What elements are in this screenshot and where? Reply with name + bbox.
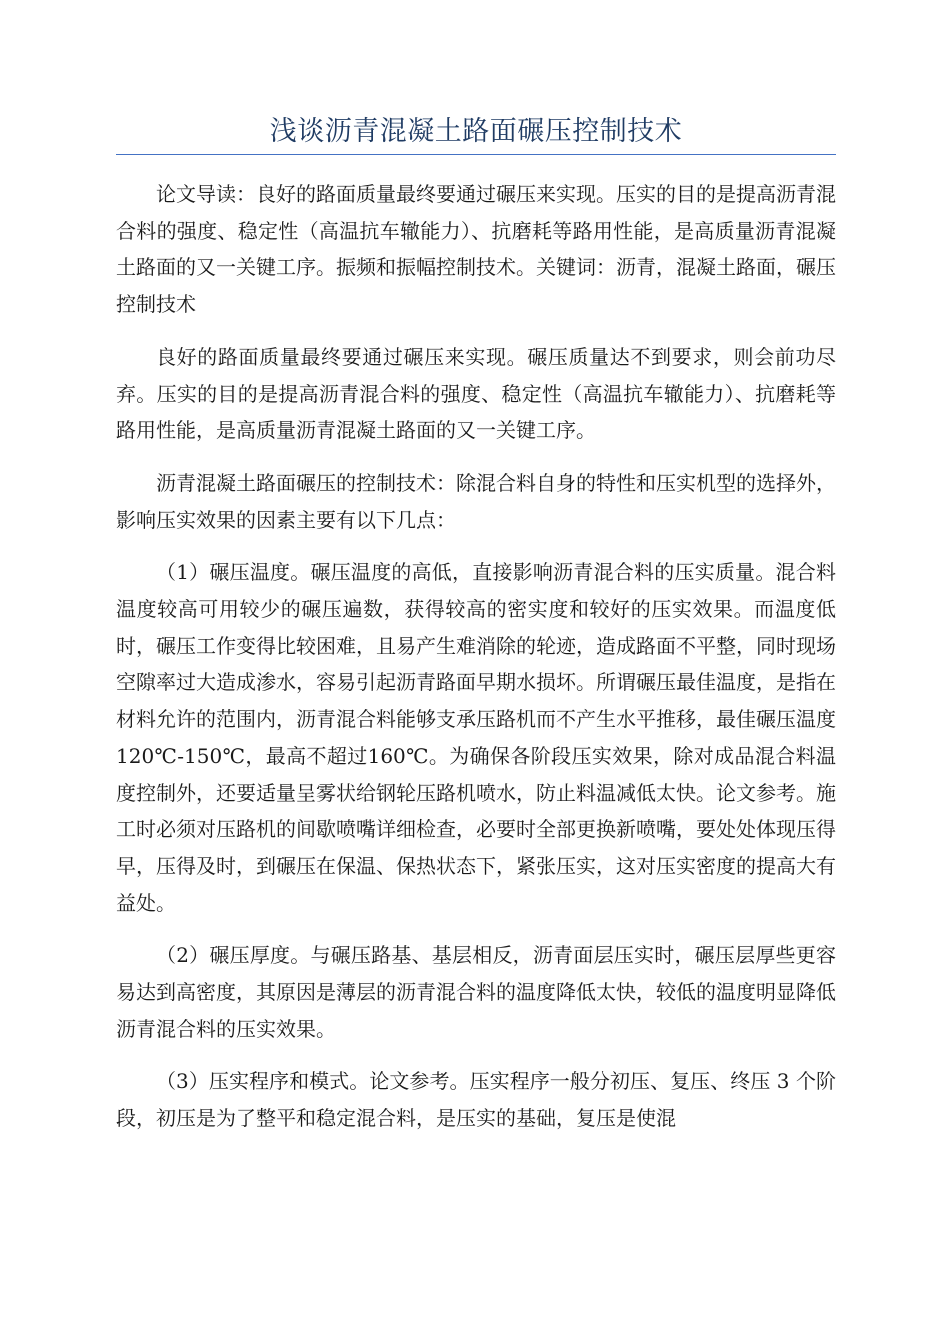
title-underline xyxy=(116,154,836,155)
factors-intro-paragraph: 沥青混凝土路面碾压的控制技术：除混合料自身的特性和压实机型的选择外，影响压实效果的因素主要有以下几点： xyxy=(116,470,836,532)
procedure-paragraph: （3）压实程序和模式。论文参考。压实程序一般分初压、复压、终压 3 个阶段，初压是为了整平和稳定混合料，是压实的基础，复压是使混 xyxy=(116,1069,836,1131)
temperature-paragraph: （1）碾压温度。碾压温度的高低，直接影响沥青混合料的压实质量。混合料温度较高可用较少的碾压遍数，获得较高的密实度和较好的压实效果。而温度低时，碾压工作变得比较困难，且易产生难消除的轮迹，造成路面不平整，同时现场空隙率过大造成渗水，容易引起沥青路面早期水损坏。所谓碾压最佳温度，是指在材料允许的范围内，沥青混合料能够支承压路机而不产生水平推移，最佳碾压温度 120℃-150℃，最高不超过160℃。为确保各阶段压实效果，除对成品混合料温度控制外，还要适量呈雾状给钢轮压路机喷水，防止料温减低太快。论文参考。施工时必须对压路机的间歇喷嘴详细检查，必要时全部更换新喷嘴，要处处体现压得早，压得及时，到碾压在保温、保热状态下，紧张压实，这对压实密度的提高大有益处。 xyxy=(116,560,836,915)
intro-paragraph: 良好的路面质量最终要通过碾压来实现。碾压质量达不到要求，则会前功尽弃。压实的目的是提高沥青混合料的强度、稳定性（高温抗车辙能力）、抗磨耗等路用性能，是高质量沥青混凝土路面的又一关键工序。 xyxy=(116,344,836,443)
document-title: 浅谈沥青混凝土路面碾压控制技术 xyxy=(269,116,683,147)
document-body xyxy=(116,176,836,1153)
thickness-paragraph: （2）碾压厚度。与碾压路基、基层相反，沥青面层压实时，碾压层厚些更容易达到高密度，其原因是薄层的沥青混合料的温度降低太快，较低的温度明显降低沥青混合料的压实效果。 xyxy=(116,943,836,1041)
abstract-paragraph: 论文导读：良好的路面质量最终要通过碾压来实现。压实的目的是提高沥青混合料的强度、稳定性（高温抗车辙能力）、抗磨耗等路用性能，是高质量沥青混凝土路面的又一关键工序。振频和振幅控制技术。关键词：沥青，混凝土路面，碾压控制技术 xyxy=(116,182,836,317)
